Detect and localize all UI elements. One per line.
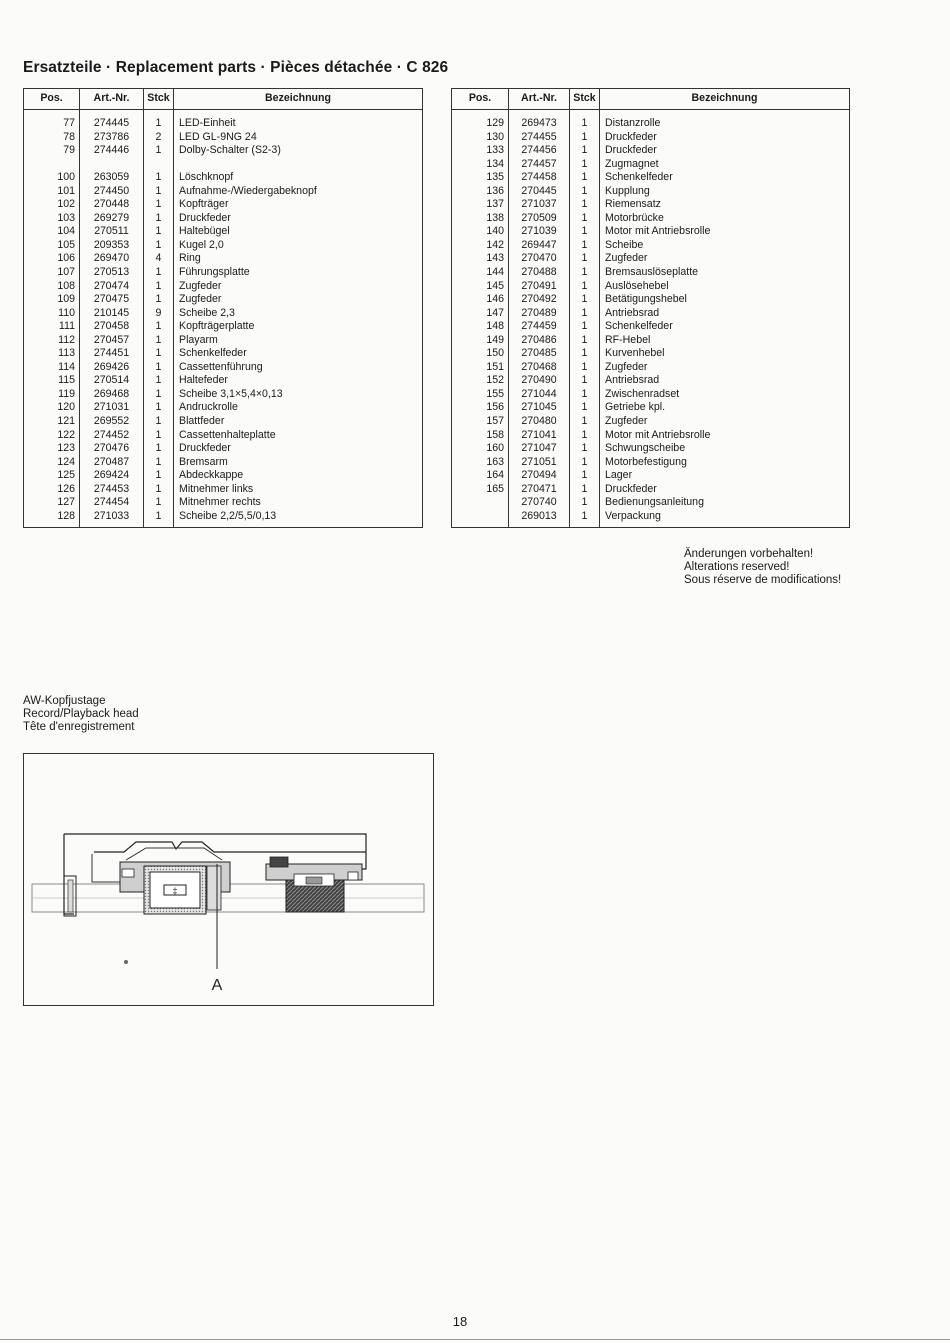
part-description: Schenkelfeder xyxy=(179,347,247,360)
part-pos: 79 xyxy=(63,144,75,157)
part-art-nr: 270445 xyxy=(521,184,557,197)
part-pos: 119 xyxy=(58,387,75,400)
part-qty: 1 xyxy=(581,455,588,468)
part-art-nr: 270514 xyxy=(93,374,130,387)
part-qty: 1 xyxy=(155,347,162,360)
part-art-nr: 274453 xyxy=(93,482,130,495)
caption-line: Record/Playback head xyxy=(23,708,139,720)
part-description: Zugmagnet xyxy=(605,157,659,170)
part-pos: 124 xyxy=(57,455,75,468)
part-description: RF-Hebel xyxy=(605,333,651,346)
part-qty: 1 xyxy=(581,442,588,455)
part-art-nr: 270487 xyxy=(93,455,130,468)
part-pos: 110 xyxy=(58,306,75,319)
part-art-nr: 271045 xyxy=(521,401,557,414)
part-description: Antriebsrad xyxy=(605,306,660,319)
part-qty: 1 xyxy=(155,387,162,400)
part-pos: 77 xyxy=(63,117,75,129)
part-description: Kugel 2,0 xyxy=(179,238,224,251)
part-description: Scheibe xyxy=(605,238,644,251)
part-qty: 1 xyxy=(581,198,588,211)
part-qty: 1 xyxy=(155,266,162,279)
part-qty: 1 xyxy=(581,130,588,143)
part-art-nr: 269447 xyxy=(521,238,557,251)
part-pos: 103 xyxy=(57,211,75,224)
part-qty: 1 xyxy=(155,184,162,197)
part-qty: 1 xyxy=(155,428,162,441)
part-description: Betätigungshebel xyxy=(605,293,687,306)
column-art-nr xyxy=(509,110,570,528)
part-art-nr: 270513 xyxy=(93,266,130,279)
part-art-nr: 274458 xyxy=(521,171,557,184)
part-description: Verpackung xyxy=(605,509,661,522)
caption-line: AW-Kopfjustage xyxy=(23,695,106,707)
part-qty: 1 xyxy=(581,360,588,373)
header-pos: Pos. xyxy=(24,89,80,110)
part-description: Zugfeder xyxy=(605,252,648,265)
part-art-nr: 270458 xyxy=(93,320,130,333)
column-pos xyxy=(24,110,80,528)
part-description: Lager xyxy=(605,469,633,482)
part-art-nr: 270480 xyxy=(521,415,557,428)
part-pos: 127 xyxy=(57,496,75,509)
part-pos: 104 xyxy=(57,225,75,238)
part-pos: 165 xyxy=(486,482,504,495)
part-pos: 144 xyxy=(486,266,504,279)
part-art-nr: 274456 xyxy=(521,144,557,157)
part-qty: 1 xyxy=(155,509,162,522)
row-gap xyxy=(80,158,143,172)
part-qty: 1 xyxy=(155,198,162,211)
part-art-nr: 274457 xyxy=(521,157,557,170)
part-description: Cassettenführung xyxy=(179,360,263,373)
part-description: Mitnehmer rechts xyxy=(179,496,261,509)
part-qty: 1 xyxy=(581,374,588,387)
part-pos: 105 xyxy=(57,238,75,251)
part-pos: 140 xyxy=(486,225,504,238)
part-description: Bedienungsanleitung xyxy=(605,496,704,509)
part-art-nr: 270488 xyxy=(521,266,557,279)
part-description: Druckfeder xyxy=(179,211,231,224)
part-description: Druckfeder xyxy=(179,442,231,455)
part-pos: 164 xyxy=(486,469,504,482)
part-description: Bremsauslöseplatte xyxy=(605,266,699,279)
part-pos: 156 xyxy=(486,401,504,414)
notice-line: Änderungen vorbehalten! xyxy=(684,548,814,560)
part-pos: 120 xyxy=(57,401,75,414)
part-qty: 1 xyxy=(155,238,162,251)
part-description: Ring xyxy=(179,252,201,265)
part-qty: 1 xyxy=(581,293,588,306)
diagram-caption xyxy=(23,695,139,734)
part-qty: 1 xyxy=(155,293,162,306)
part-description: Führungsplatte xyxy=(179,266,250,279)
part-pos: 123 xyxy=(57,442,75,455)
part-qty: 1 xyxy=(581,117,588,129)
part-art-nr: 270509 xyxy=(521,211,557,224)
part-description: Haltefeder xyxy=(179,374,228,387)
part-art-nr: 274455 xyxy=(521,130,557,143)
header-art-nr: Art.-Nr. xyxy=(509,89,570,110)
part-description: Schwungscheibe xyxy=(605,442,686,455)
part-art-nr: 271044 xyxy=(521,387,557,400)
part-pos: 78 xyxy=(63,130,75,143)
part-description: Dolby-Schalter (S2-3) xyxy=(179,144,281,157)
header-description: Bezeichnung xyxy=(174,89,423,110)
part-art-nr: 270475 xyxy=(93,293,130,306)
part-description: LED-Einheit xyxy=(179,117,236,129)
part-description: Motorbrücke xyxy=(605,211,664,224)
part-pos: 150 xyxy=(486,347,504,360)
part-qty: 1 xyxy=(581,401,588,414)
part-qty: 1 xyxy=(155,333,162,346)
header-description: Bezeichnung xyxy=(600,89,850,110)
part-description: Zugfeder xyxy=(179,279,222,292)
part-art-nr: 274452 xyxy=(93,428,130,441)
column-description xyxy=(174,110,423,528)
part-art-nr: 269013 xyxy=(521,509,557,522)
part-qty: 1 xyxy=(155,320,162,333)
part-qty: 1 xyxy=(155,415,162,428)
column-pos xyxy=(452,110,509,528)
caption-line: Tête d'enregistrement xyxy=(23,721,135,733)
part-pos: 111 xyxy=(58,320,75,333)
part-qty: 9 xyxy=(155,306,162,319)
part-art-nr: 274446 xyxy=(93,144,130,157)
part-pos: 125 xyxy=(57,469,75,482)
part-qty: 1 xyxy=(155,117,162,129)
part-qty: 1 xyxy=(581,144,588,157)
part-description: Druckfeder xyxy=(605,144,657,157)
part-art-nr: 271031 xyxy=(93,401,130,414)
part-qty: 1 xyxy=(155,496,162,509)
part-art-nr: 210145 xyxy=(93,306,130,319)
part-art-nr: 269552 xyxy=(93,415,130,428)
part-art-nr: 273786 xyxy=(93,130,130,143)
part-art-nr: 269424 xyxy=(93,469,130,482)
part-pos: 115 xyxy=(58,374,75,387)
parts-table-right xyxy=(451,88,850,528)
part-description: Cassettenhalteplatte xyxy=(179,428,276,441)
part-art-nr: 271047 xyxy=(521,442,557,455)
part-pos: 138 xyxy=(486,211,504,224)
row-gap xyxy=(144,158,173,172)
part-description: Andruckrolle xyxy=(179,401,238,414)
part-pos: 112 xyxy=(58,333,75,346)
part-art-nr: 270740 xyxy=(521,496,557,509)
page-number: 18 xyxy=(452,1314,468,1329)
part-pos: 126 xyxy=(57,482,75,495)
part-pos: 134 xyxy=(486,157,504,170)
part-qty: 1 xyxy=(155,171,162,184)
part-description: Antriebsrad xyxy=(605,374,660,387)
part-art-nr: 269470 xyxy=(93,252,130,265)
part-pos: 158 xyxy=(486,428,504,441)
part-description: Mitnehmer links xyxy=(179,482,254,495)
part-pos xyxy=(452,510,504,524)
part-pos: 101 xyxy=(57,184,75,197)
part-description: Druckfeder xyxy=(605,482,657,495)
part-description: Kurvenhebel xyxy=(605,347,665,360)
notice-line: Alterations reserved! xyxy=(684,561,790,573)
part-art-nr: 274450 xyxy=(93,184,130,197)
part-qty: 1 xyxy=(155,279,162,292)
alterations-notice xyxy=(684,548,841,587)
part-description: Löschknopf xyxy=(179,171,234,184)
part-description: Motor mit Antriebsrolle xyxy=(605,428,711,441)
part-pos: 133 xyxy=(486,144,504,157)
column-qty xyxy=(144,110,174,528)
part-art-nr: 270468 xyxy=(521,360,557,373)
part-art-nr: 270491 xyxy=(521,279,557,292)
part-art-nr: 271037 xyxy=(521,198,557,211)
part-description: Zugfeder xyxy=(605,415,648,428)
part-qty: 1 xyxy=(581,469,588,482)
part-qty: 1 xyxy=(581,415,588,428)
page-title: Ersatzteile · Replacement parts · Pièces détachée · C 826 xyxy=(23,59,449,76)
part-art-nr: 274454 xyxy=(93,496,130,509)
part-pos: 100 xyxy=(57,171,75,184)
part-qty: 1 xyxy=(581,211,588,224)
part-pos: 108 xyxy=(57,279,75,292)
row-gap xyxy=(179,158,422,172)
part-art-nr: 270486 xyxy=(521,333,557,346)
part-description: Distanzrolle xyxy=(605,117,661,129)
part-description: Playarm xyxy=(179,333,218,346)
part-art-nr: 271039 xyxy=(521,225,557,238)
part-pos: 128 xyxy=(57,509,75,522)
part-qty: 1 xyxy=(581,266,588,279)
part-art-nr: 271041 xyxy=(521,428,557,441)
row-gap xyxy=(24,158,75,172)
part-description: Zwischenradset xyxy=(605,387,680,400)
part-art-nr: 270485 xyxy=(521,347,557,360)
part-qty: 1 xyxy=(581,496,588,509)
part-art-nr: 271051 xyxy=(521,455,557,468)
diagram-label-a: A xyxy=(211,977,223,994)
part-pos: 163 xyxy=(486,455,504,468)
part-pos: 135 xyxy=(486,171,504,184)
part-description: Schenkelfeder xyxy=(605,171,673,184)
part-pos: 114 xyxy=(58,360,75,373)
part-qty: 1 xyxy=(581,482,588,495)
part-qty: 1 xyxy=(581,184,588,197)
part-pos: 155 xyxy=(486,387,504,400)
part-pos: 121 xyxy=(57,415,75,428)
part-description: Blattfeder xyxy=(179,415,225,428)
part-pos xyxy=(452,496,504,510)
notice-line: Sous réserve de modifications! xyxy=(684,574,842,586)
parts-table-left xyxy=(23,88,423,528)
part-pos: 147 xyxy=(486,306,504,319)
part-art-nr: 269279 xyxy=(93,211,130,224)
header-qty: Stck xyxy=(570,89,600,110)
part-pos: 129 xyxy=(486,117,504,129)
part-pos: 143 xyxy=(486,252,504,265)
part-art-nr: 274451 xyxy=(93,347,130,360)
part-qty: 1 xyxy=(155,401,162,414)
part-qty: 1 xyxy=(581,157,588,170)
part-pos: 122 xyxy=(57,428,75,441)
part-qty: 1 xyxy=(581,387,588,400)
part-qty: 1 xyxy=(155,360,162,373)
part-qty: 1 xyxy=(581,225,588,238)
part-qty: 2 xyxy=(155,130,162,143)
part-qty: 1 xyxy=(155,144,162,157)
part-pos: 137 xyxy=(486,198,504,211)
part-qty: 1 xyxy=(155,225,162,238)
part-description: Zugfeder xyxy=(179,293,222,306)
part-art-nr: 209353 xyxy=(93,238,130,251)
part-art-nr: 270457 xyxy=(93,333,130,346)
svg-text:‡: ‡ xyxy=(172,886,178,896)
part-qty: 1 xyxy=(581,509,588,522)
part-qty: 1 xyxy=(581,320,588,333)
part-description: Scheibe 2,2/5,5/0,13 xyxy=(179,509,277,522)
column-qty xyxy=(570,110,600,528)
part-description: Auslösehebel xyxy=(605,279,669,292)
header-art-nr: Art.-Nr. xyxy=(80,89,144,110)
part-qty: 1 xyxy=(155,211,162,224)
part-pos: 136 xyxy=(486,184,504,197)
header-qty: Stck xyxy=(144,89,174,110)
part-art-nr: 270471 xyxy=(521,482,557,495)
part-art-nr: 270492 xyxy=(521,293,557,306)
part-art-nr: 270448 xyxy=(93,198,130,211)
part-pos: 157 xyxy=(486,415,504,428)
part-art-nr: 270489 xyxy=(521,306,557,319)
part-art-nr: 270474 xyxy=(93,279,130,292)
part-pos: 107 xyxy=(57,266,75,279)
part-art-nr: 270490 xyxy=(521,374,557,387)
part-qty: 1 xyxy=(581,279,588,292)
column-description xyxy=(600,110,850,528)
column-art-nr xyxy=(80,110,144,528)
page-bottom-rule xyxy=(0,1339,950,1340)
part-pos: 145 xyxy=(486,279,504,292)
part-art-nr: 269468 xyxy=(93,387,130,400)
part-pos: 152 xyxy=(486,374,504,387)
part-art-nr: 271033 xyxy=(93,509,130,522)
part-pos: 106 xyxy=(57,252,75,265)
part-pos: 109 xyxy=(57,293,75,306)
part-description: Druckfeder xyxy=(605,130,657,143)
part-qty: 1 xyxy=(581,171,588,184)
part-pos: 102 xyxy=(57,198,75,211)
part-art-nr: 270476 xyxy=(93,442,130,455)
part-pos: 148 xyxy=(486,320,504,333)
part-description: Getriebe kpl. xyxy=(605,401,666,414)
part-art-nr: 269426 xyxy=(93,360,130,373)
part-pos: 113 xyxy=(58,347,75,360)
part-pos: 149 xyxy=(486,333,504,346)
part-description: Haltebügel xyxy=(179,225,230,238)
part-pos: 142 xyxy=(486,238,504,251)
part-description: Kupplung xyxy=(605,184,650,197)
head-diagram-drawing xyxy=(24,754,433,1005)
head-adjustment-diagram xyxy=(23,753,434,1006)
part-pos: 160 xyxy=(486,442,504,455)
part-qty: 1 xyxy=(581,252,588,265)
part-description: Bremsarm xyxy=(179,455,228,468)
part-pos: 146 xyxy=(486,293,504,306)
part-description: Kopfträgerplatte xyxy=(179,320,255,333)
header-pos: Pos. xyxy=(452,89,509,110)
part-description: Motor mit Antriebsrolle xyxy=(605,225,711,238)
part-qty: 1 xyxy=(155,482,162,495)
part-art-nr: 269473 xyxy=(521,117,557,129)
part-art-nr: 270494 xyxy=(521,469,557,482)
part-qty: 1 xyxy=(581,428,588,441)
part-qty: 1 xyxy=(581,333,588,346)
part-description: Zugfeder xyxy=(605,360,648,373)
part-description: Kopfträger xyxy=(179,198,229,211)
part-description: LED GL-9NG 24 xyxy=(179,130,257,143)
part-art-nr: 263059 xyxy=(93,171,130,184)
part-description: Schenkelfeder xyxy=(605,320,673,333)
part-art-nr: 274459 xyxy=(521,320,557,333)
part-qty: 1 xyxy=(581,238,588,251)
part-description: Motorbefestigung xyxy=(605,455,687,468)
part-description: Aufnahme-/Wiedergabeknopf xyxy=(179,184,317,197)
part-qty: 1 xyxy=(155,455,162,468)
part-art-nr: 274445 xyxy=(93,117,130,129)
part-description: Riemensatz xyxy=(605,198,661,211)
part-qty: 4 xyxy=(155,252,162,265)
part-qty: 1 xyxy=(155,469,162,482)
part-art-nr: 270511 xyxy=(94,225,129,238)
part-description: Scheibe 3,1×5,4×0,13 xyxy=(179,387,283,400)
part-description: Scheibe 2,3 xyxy=(179,306,235,319)
part-qty: 1 xyxy=(581,347,588,360)
part-qty: 1 xyxy=(155,374,162,387)
part-qty: 1 xyxy=(581,306,588,319)
part-pos: 151 xyxy=(486,360,504,373)
part-pos: 130 xyxy=(486,130,504,143)
part-qty: 1 xyxy=(155,442,162,455)
part-description: Abdeckkappe xyxy=(179,469,244,482)
part-art-nr: 270470 xyxy=(521,252,557,265)
